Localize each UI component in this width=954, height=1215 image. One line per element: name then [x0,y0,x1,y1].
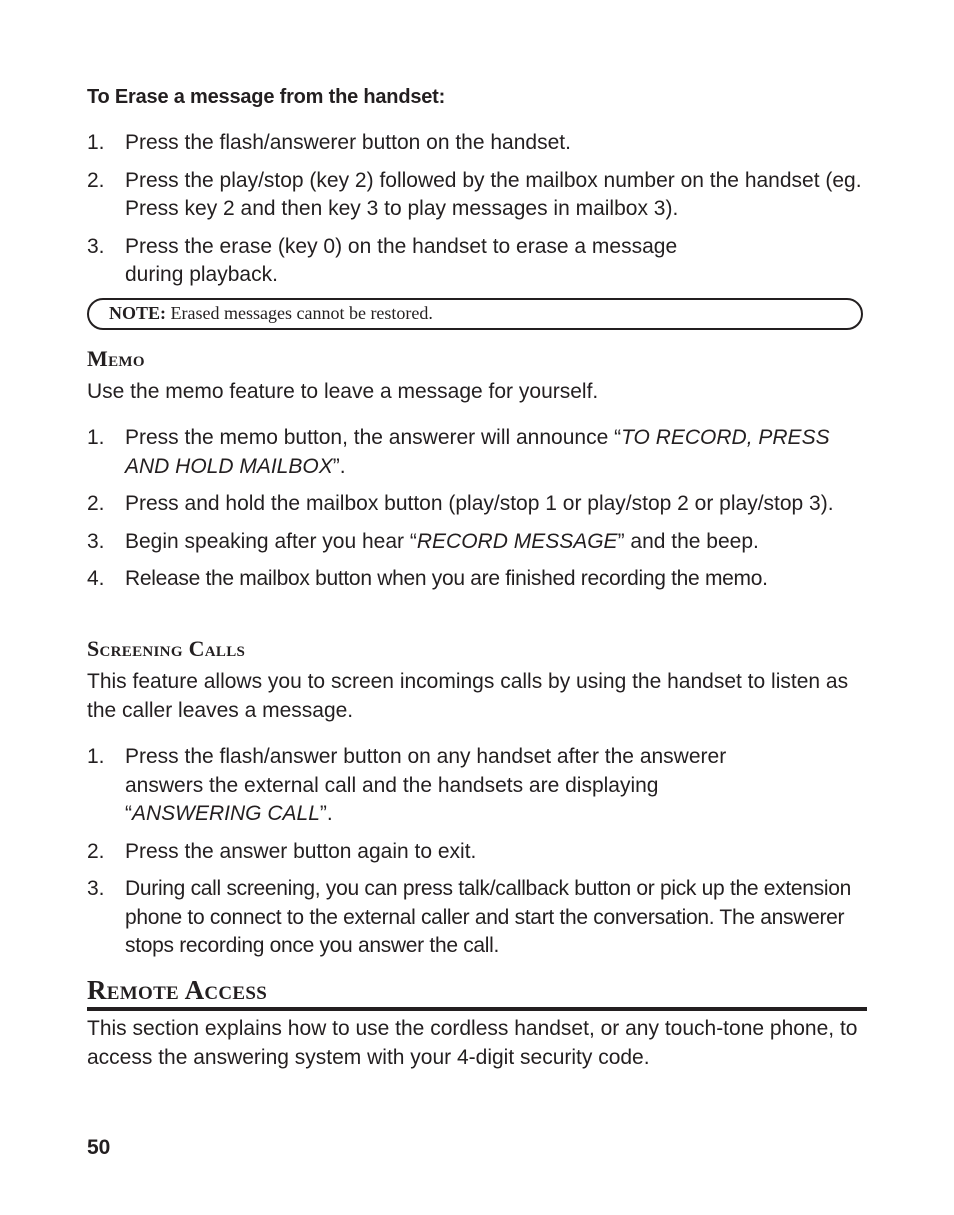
note-box [87,298,863,330]
memo-heading: Memo [87,346,145,371]
list-item: 1. Press the memo button, the answerer will announce “TO RECORD, PRESS AND HOLD MAILBOX”. [87,426,830,478]
memo-steps [87,424,867,594]
list-item: 2. Press the play/stop (key 2) followed by the mailbox number on the handset (eg. Press key 2 and then key 3 to play messages in mailbox 3). [87,168,862,220]
list-item: 2. Press and hold the mailbox button (play/stop 1 or play/stop 2 or play/stop 3). [87,492,834,515]
list-item: 1. Press the flash/answerer button on the handset. [87,131,571,154]
section-divider [87,1007,867,1011]
list-item: 4. Release the mailbox button when you are finished recording the memo. [87,567,768,590]
remote-access-intro: This section explains how to use the cordless handset, or any touch-tone phone, to access the answering system with your 4-digit security code. [87,1017,858,1069]
remote-access-heading: Remote Access [87,975,268,1005]
note-text: Erased messages cannot be restored. [170,303,433,323]
note-label: NOTE: [109,303,167,323]
list-item: 2. Press the answer button again to exit. [87,839,477,863]
memo-intro: Use the memo feature to leave a message for yourself. [87,380,599,403]
manual-page [87,0,867,1215]
list-item: 3. Begin speaking after you hear “RECORD MESSAGE” and the beep. [87,529,759,553]
erase-steps [87,129,867,290]
list-item: 1. Press the flash/answer button on any handset after the answerer answers the external call and the handsets are displaying “ANSWERING CALL”. [87,745,727,825]
page-number: 50 [87,1136,111,1159]
screening-intro: This feature allows you to screen incomings calls by using the handset to listen as the caller leaves a message. [87,670,849,722]
list-item: 3. Press the erase (key 0) on the handset to erase a message during playback. [87,234,678,286]
screening-steps [87,743,867,961]
erase-heading: To Erase a message from the handset: [87,86,446,108]
screening-heading: Screening Calls [87,636,246,661]
list-item: 3. During call screening, you can press talk/callback button or pick up the extension phone to connect to the external caller and start the conversation. The answerer stops recording once you answer the call. [87,877,851,957]
